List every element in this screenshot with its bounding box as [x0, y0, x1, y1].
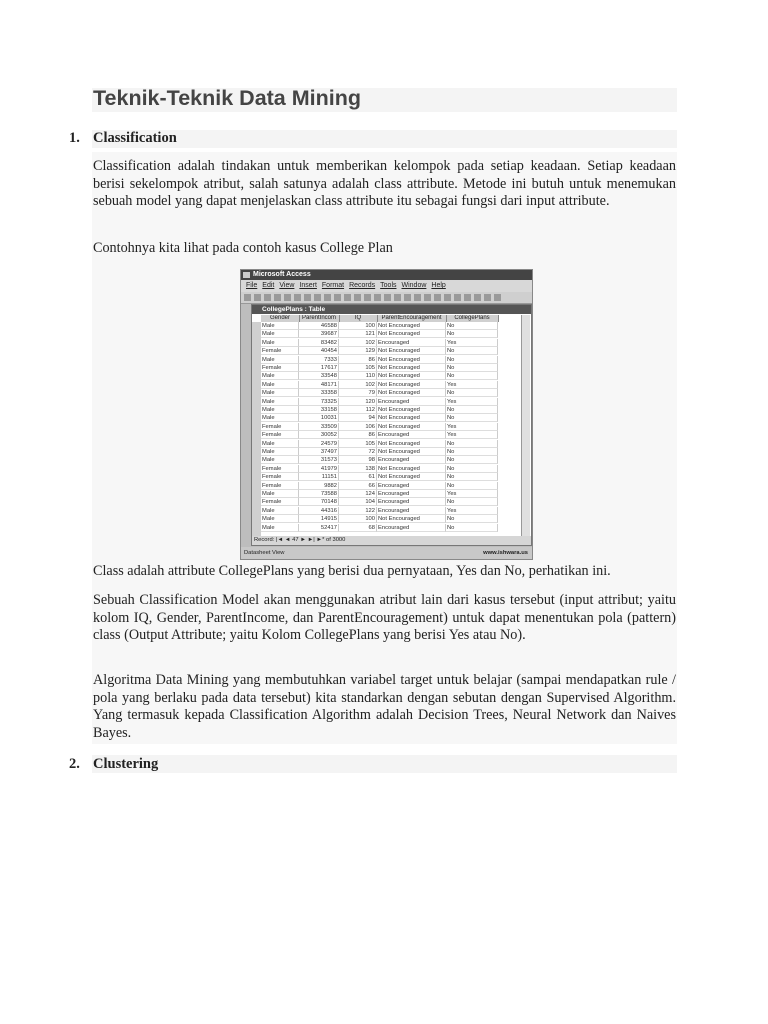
- table-cell: 48171: [299, 381, 339, 389]
- access-status-bar: [241, 547, 532, 559]
- column-header: Gender: [261, 315, 300, 322]
- table-cell: Male: [261, 524, 299, 532]
- table-header: [261, 315, 498, 322]
- access-menu-item: Records: [349, 282, 376, 289]
- table-row: [261, 347, 498, 355]
- column-header: ParentEncouragement: [377, 315, 447, 322]
- record-current: 47: [292, 537, 299, 543]
- paragraph-example-intro: Contohnya kita lihat pada contoh kasus College Plan: [93, 240, 393, 256]
- section-1-title: Classification: [93, 130, 177, 146]
- table-row: [261, 524, 498, 532]
- table-cell: Not Encouraged: [377, 423, 446, 431]
- toolbar-button-icon: [384, 294, 391, 301]
- toolbar-button-icon: [354, 294, 361, 301]
- paragraph-classification-model: Sebuah Classification Model akan menggunakan atribut lain dari kasus tersebut (input attribut; yaitu kolom IQ, Gender, ParentIncome, dan ParentEncouragement) untuk dapat menentukan pola (pattern) class (Output Attribute; yaitu Kolom CollegePlans yang berisi Yes atau No).: [93, 592, 676, 644]
- row-selector-column: [252, 322, 261, 537]
- table-cell: No: [446, 330, 498, 338]
- paragraph-supervised-algorithm: Algoritma Data Mining yang membutuhkan variabel target untuk belajar (sampai mendapatkan rule / pola yang berlaku pada data tersebut) kita standarkan dengan sebutan dengan Supervised Algorithm. Yang termasuk kepada Classification Algorithm adalah Decision Trees, Neural Network dan Naives Bayes.: [93, 672, 676, 741]
- toolbar-button-icon: [264, 294, 271, 301]
- table-cell: 112: [339, 406, 377, 414]
- access-screenshot: [240, 269, 533, 560]
- section-2-title: Clustering: [93, 756, 159, 772]
- table-cell: No: [446, 448, 498, 456]
- table-row: [261, 473, 498, 481]
- table-cell: Female: [261, 431, 299, 439]
- table-cell: Not Encouraged: [377, 322, 446, 330]
- watermark-text: www.ishwara.us: [483, 550, 528, 556]
- column-header: IQ: [339, 315, 378, 322]
- toolbar-button-icon: [314, 294, 321, 301]
- table-cell: 102: [339, 339, 377, 347]
- toolbar-button-icon: [274, 294, 281, 301]
- table-cell: Female: [261, 347, 299, 355]
- table-cell: No: [446, 372, 498, 380]
- section-2-background: [92, 755, 677, 773]
- table-row: [261, 339, 498, 347]
- section-1-background: [92, 130, 677, 148]
- table-cell: Not Encouraged: [377, 414, 446, 422]
- toolbar-button-icon: [304, 294, 311, 301]
- column-header: CollegePlans: [446, 315, 499, 322]
- table-cell: Not Encouraged: [377, 389, 446, 397]
- table-cell: Male: [261, 440, 299, 448]
- table-cell: Male: [261, 490, 299, 498]
- toolbar-button-icon: [434, 294, 441, 301]
- table-cell: No: [446, 515, 498, 523]
- table-cell: Female: [261, 498, 299, 506]
- access-menu-item: Format: [321, 282, 345, 289]
- table-cell: 73325: [299, 398, 339, 406]
- table-cell: Male: [261, 356, 299, 364]
- table-cell: Male: [261, 381, 299, 389]
- table-cell: 33548: [299, 372, 339, 380]
- table-cell: 52417: [299, 524, 339, 532]
- toolbar-button-icon: [404, 294, 411, 301]
- table-row: [261, 465, 498, 473]
- toolbar-button-icon: [414, 294, 421, 301]
- table-cell: 124: [339, 490, 377, 498]
- table-cell: 110: [339, 372, 377, 380]
- table-cell: Not Encouraged: [377, 440, 446, 448]
- toolbar-button-icon: [484, 294, 491, 301]
- table-cell: 33509: [299, 423, 339, 431]
- table-cell: 106: [339, 423, 377, 431]
- table-cell: 70148: [299, 498, 339, 506]
- table-cell: 104: [339, 498, 377, 506]
- table-cell: 100: [339, 515, 377, 523]
- record-label: Record:: [254, 537, 275, 543]
- table-cell: Male: [261, 372, 299, 380]
- toolbar-button-icon: [454, 294, 461, 301]
- table-cell: Male: [261, 330, 299, 338]
- access-menu-bar: [241, 280, 532, 292]
- table-cell: Female: [261, 482, 299, 490]
- table-cell: Encouraged: [377, 431, 446, 439]
- table-cell: Female: [261, 364, 299, 372]
- table-cell: Encouraged: [377, 482, 446, 490]
- table-row: [261, 372, 498, 380]
- table-cell: 30052: [299, 431, 339, 439]
- table-row: [261, 389, 498, 397]
- toolbar-button-icon: [424, 294, 431, 301]
- table-cell: 86: [339, 356, 377, 364]
- table-cell: 100: [339, 322, 377, 330]
- table-cell: Not Encouraged: [377, 372, 446, 380]
- table-cell: No: [446, 524, 498, 532]
- table-row: [261, 398, 498, 406]
- access-menu-item: File: [246, 282, 258, 289]
- table-cell: Encouraged: [377, 456, 446, 464]
- table-cell: No: [446, 498, 498, 506]
- table-cell: No: [446, 322, 498, 330]
- table-row: [261, 498, 498, 506]
- toolbar-button-icon: [324, 294, 331, 301]
- column-header: ParentIncom: [299, 315, 340, 322]
- table-cell: Female: [261, 473, 299, 481]
- table-cell: Male: [261, 389, 299, 397]
- table-cell: 73588: [299, 490, 339, 498]
- table-cell: Encouraged: [377, 339, 446, 347]
- table-row: [261, 448, 498, 456]
- table-row: [261, 322, 498, 330]
- table-cell: Not Encouraged: [377, 364, 446, 372]
- table-cell: 10031: [299, 414, 339, 422]
- table-cell: Male: [261, 456, 299, 464]
- table-cell: Not Encouraged: [377, 406, 446, 414]
- table-cell: Male: [261, 339, 299, 347]
- section-1-number: 1.: [69, 130, 80, 146]
- paragraph-classification-definition: Classification adalah tindakan untuk memberikan kelompok pada setiap keadaan. Setiap keadaan berisi sekelompok atribut, salah satunya adalah class attribute. Metode ini butuh untuk menemukan sebuah model yang dapat menjelaskan class attribute itu sebagai fungsi dari input attribute.: [93, 158, 676, 210]
- table-cell: 46588: [299, 322, 339, 330]
- table-window-title: CollegePlans : Table: [252, 305, 531, 314]
- table-cell: 72: [339, 448, 377, 456]
- table-cell: 68: [339, 524, 377, 532]
- access-title-bar: [241, 270, 532, 280]
- table-row: [261, 507, 498, 515]
- toolbar-button-icon: [364, 294, 371, 301]
- table-cell: 105: [339, 440, 377, 448]
- table-row: [261, 482, 498, 490]
- table-cell: 41979: [299, 465, 339, 473]
- nav-next-icon: ► ►| ►*: [300, 537, 327, 543]
- table-cell: 94: [339, 414, 377, 422]
- table-cell: Not Encouraged: [377, 465, 446, 473]
- table-cell: No: [446, 406, 498, 414]
- table-cell: 39687: [299, 330, 339, 338]
- toolbar-button-icon: [464, 294, 471, 301]
- table-row: [261, 431, 498, 439]
- table-cell: Male: [261, 448, 299, 456]
- table-cell: 105: [339, 364, 377, 372]
- table-cell: 129: [339, 347, 377, 355]
- table-cell: No: [446, 347, 498, 355]
- table-cell: 138: [339, 465, 377, 473]
- toolbar-button-icon: [374, 294, 381, 301]
- table-row: [261, 456, 498, 464]
- table-cell: 79: [339, 389, 377, 397]
- table-cell: No: [446, 465, 498, 473]
- table-cell: 17617: [299, 364, 339, 372]
- toolbar-button-icon: [294, 294, 301, 301]
- access-menu-item: Tools: [380, 282, 397, 289]
- table-cell: 122: [339, 507, 377, 515]
- table-cell: Male: [261, 507, 299, 515]
- access-menu-item: Window: [401, 282, 427, 289]
- toolbar-button-icon: [254, 294, 261, 301]
- table-cell: Male: [261, 515, 299, 523]
- table-cell: Yes: [446, 398, 498, 406]
- table-row: [261, 414, 498, 422]
- access-menu-item: Insert: [299, 282, 317, 289]
- toolbar-button-icon: [444, 294, 451, 301]
- table-cell: Not Encouraged: [377, 515, 446, 523]
- table-cell: No: [446, 440, 498, 448]
- paragraph-class-attribute: Class adalah attribute CollegePlans yang berisi dua pernyataan, Yes dan No, perhatikan ini.: [93, 563, 611, 579]
- table-cell: Encouraged: [377, 398, 446, 406]
- table-cell: 7333: [299, 356, 339, 364]
- table-cell: No: [446, 473, 498, 481]
- table-row: [261, 406, 498, 414]
- table-cell: 61: [339, 473, 377, 481]
- table-cell: Male: [261, 414, 299, 422]
- table-cell: Yes: [446, 507, 498, 515]
- table-cell: Yes: [446, 423, 498, 431]
- table-cell: Yes: [446, 381, 498, 389]
- table-cell: Not Encouraged: [377, 448, 446, 456]
- access-menu-item: Edit: [262, 282, 275, 289]
- toolbar-button-icon: [244, 294, 251, 301]
- toolbar-button-icon: [394, 294, 401, 301]
- table-cell: 11151: [299, 473, 339, 481]
- toolbar-button-icon: [334, 294, 341, 301]
- table-cell: Not Encouraged: [377, 330, 446, 338]
- section-2-number: 2.: [69, 756, 80, 772]
- table-cell: Male: [261, 398, 299, 406]
- table-cell: Not Encouraged: [377, 347, 446, 355]
- table-cell: 33158: [299, 406, 339, 414]
- nav-first-icon: |◄ ◄: [275, 537, 293, 543]
- table-cell: Yes: [446, 490, 498, 498]
- toolbar-button-icon: [344, 294, 351, 301]
- table-cell: Yes: [446, 339, 498, 347]
- access-app-icon: [243, 272, 250, 278]
- table-cell: Female: [261, 465, 299, 473]
- page-title: Teknik-Teknik Data Mining: [93, 86, 361, 110]
- table-cell: Female: [261, 423, 299, 431]
- table-window: [251, 304, 532, 546]
- access-menu-item: View: [279, 282, 295, 289]
- table-cell: 37497: [299, 448, 339, 456]
- table-cell: 9882: [299, 482, 339, 490]
- table-row: [261, 423, 498, 431]
- table-cell: No: [446, 456, 498, 464]
- status-text: Datasheet View: [244, 550, 285, 556]
- record-total: of 3000: [326, 537, 346, 543]
- toolbar-button-icon: [284, 294, 291, 301]
- table-cell: 24579: [299, 440, 339, 448]
- access-menu-item: Help: [431, 282, 446, 289]
- table-cell: Yes: [446, 431, 498, 439]
- table-row: [261, 440, 498, 448]
- table-row: [261, 364, 498, 372]
- table-cell: 98: [339, 456, 377, 464]
- table-cell: 83482: [299, 339, 339, 347]
- table-cell: Not Encouraged: [377, 356, 446, 364]
- table-cell: 121: [339, 330, 377, 338]
- access-app-title: Microsoft Access: [253, 271, 311, 278]
- table-cell: Not Encouraged: [377, 473, 446, 481]
- record-navigator: [252, 536, 531, 545]
- table-cell: Encouraged: [377, 490, 446, 498]
- table-cell: No: [446, 356, 498, 364]
- table-cell: No: [446, 414, 498, 422]
- toolbar-button-icon: [474, 294, 481, 301]
- table-cell: Not Encouraged: [377, 381, 446, 389]
- table-cell: 120: [339, 398, 377, 406]
- table-cell: 44316: [299, 507, 339, 515]
- table-cell: 14915: [299, 515, 339, 523]
- table-cell: Encouraged: [377, 507, 446, 515]
- table-cell: Male: [261, 322, 299, 330]
- table-row: [261, 356, 498, 364]
- toolbar-button-icon: [494, 294, 501, 301]
- table-row: [261, 515, 498, 523]
- table-cell: Encouraged: [377, 498, 446, 506]
- table-cell: 86: [339, 431, 377, 439]
- table-cell: 33358: [299, 389, 339, 397]
- access-toolbar: [241, 292, 532, 304]
- table-cell: 102: [339, 381, 377, 389]
- vertical-scrollbar: [521, 315, 530, 537]
- table-cell: Male: [261, 406, 299, 414]
- table-row: [261, 330, 498, 338]
- table-row: [261, 490, 498, 498]
- table-cell: 31573: [299, 456, 339, 464]
- table-cell: 40454: [299, 347, 339, 355]
- table-cell: No: [446, 364, 498, 372]
- table-cell: Encouraged: [377, 524, 446, 532]
- table-row: [261, 381, 498, 389]
- table-cell: No: [446, 389, 498, 397]
- table-cell: 66: [339, 482, 377, 490]
- table-cell: No: [446, 482, 498, 490]
